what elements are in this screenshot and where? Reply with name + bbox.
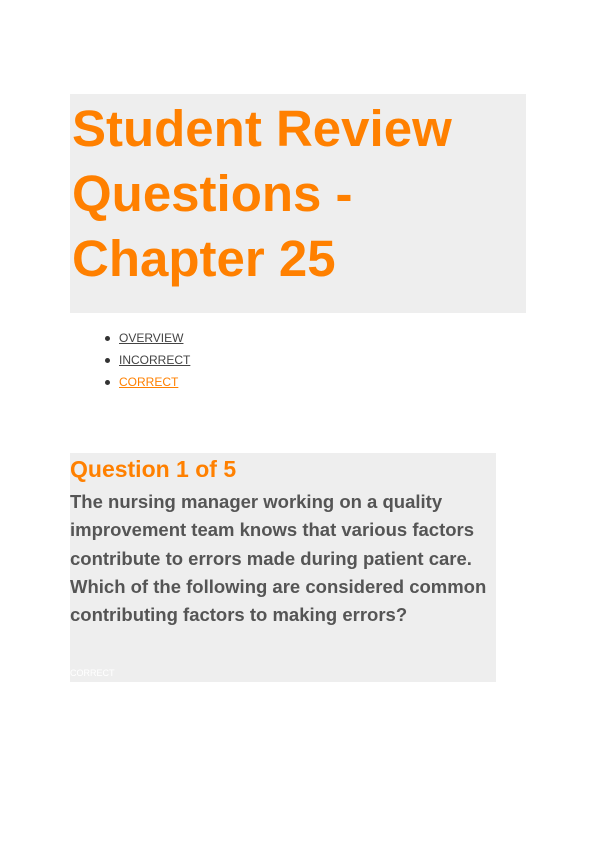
tab-list bbox=[102, 327, 190, 393]
bullet-icon bbox=[105, 336, 110, 341]
tab-incorrect-link[interactable]: INCORRECT bbox=[119, 353, 191, 367]
tab-overview bbox=[102, 327, 190, 349]
tab-correct bbox=[102, 371, 190, 393]
title-panel bbox=[70, 94, 526, 313]
bullet-icon bbox=[105, 358, 110, 363]
answer-status-label: CORRECT bbox=[70, 668, 115, 678]
question-text: The nursing manager working on a quality improvement team knows that various factors contribute to errors made during patient care. Which of the following are considered common contributing factors to making errors? bbox=[70, 491, 487, 626]
page-title: Student Review Questions - Chapter 25 bbox=[72, 100, 452, 287]
question-heading: Question 1 of 5 bbox=[70, 456, 237, 482]
tab-incorrect bbox=[102, 349, 190, 371]
tab-overview-link[interactable]: OVERVIEW bbox=[119, 331, 184, 345]
tab-correct-link[interactable]: CORRECT bbox=[119, 375, 179, 389]
question-panel bbox=[70, 453, 496, 682]
bullet-icon bbox=[105, 380, 110, 385]
